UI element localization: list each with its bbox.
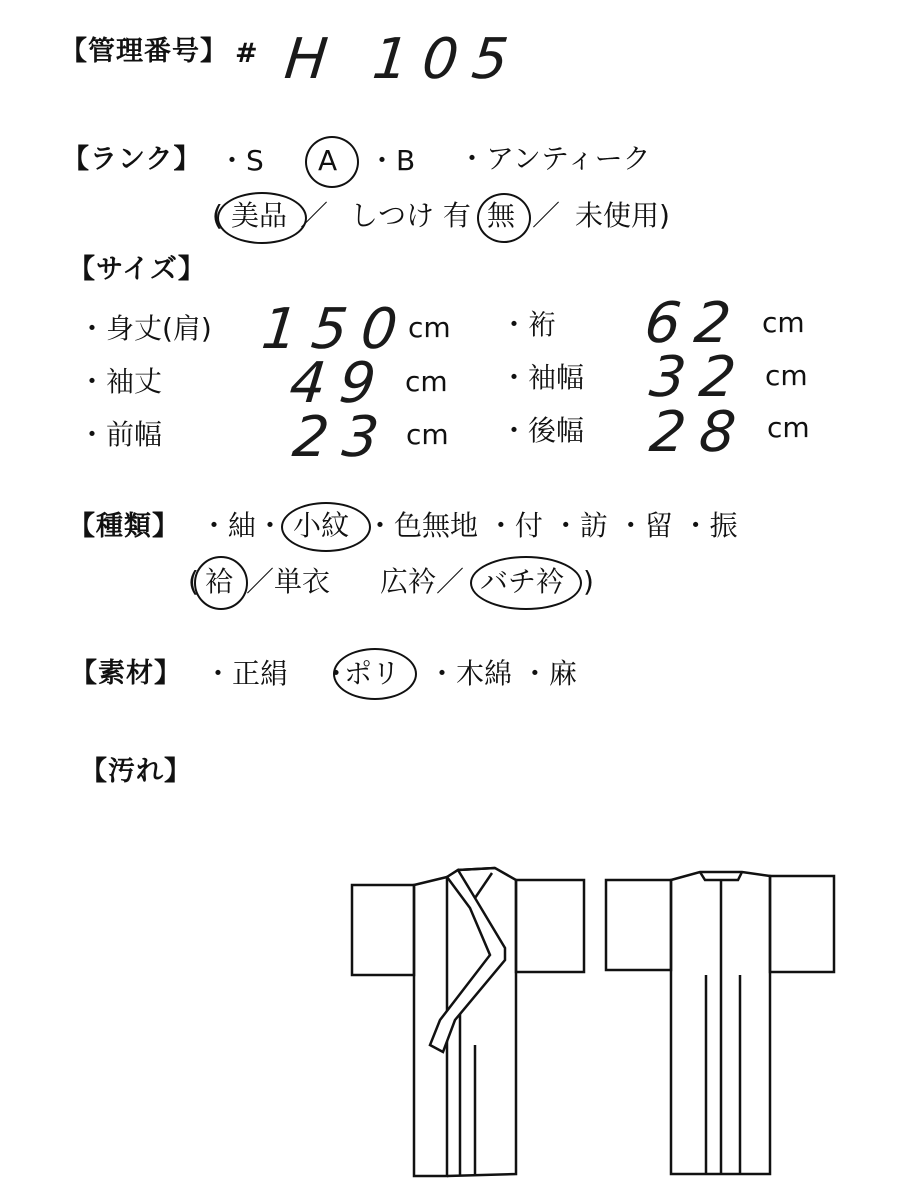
kind-awase: 袷 [205, 565, 234, 598]
size-value-ushirohaba: 28 [646, 400, 753, 465]
kind-bachieri: バチ衿 [480, 565, 565, 598]
rank-shitsuke: しつけ 有 [350, 199, 471, 232]
kimono-front-diagram [352, 868, 584, 1176]
rank-slash-1: ／ [300, 199, 329, 232]
kind-tsumugi: ・紬・ [200, 509, 285, 542]
rank-option-antique: ・アンティーク [458, 142, 651, 175]
size-label: 【サイズ】 [68, 254, 206, 285]
rank-option-s: ・S [218, 144, 264, 177]
rank-option-a: A [318, 144, 338, 177]
size-unit-mitake: cm [408, 311, 451, 344]
size-value-mitake: 150 [258, 297, 415, 362]
rank-label: 【ランク】 [62, 144, 202, 175]
size-label-sodehaba: ・袖幅 [500, 361, 585, 394]
kind-paren-open: ( [188, 565, 199, 598]
size-label-mitake: ・身丈(肩) [78, 312, 212, 345]
size-unit-sodetake: cm [405, 365, 448, 398]
kimono-back-diagram [606, 872, 834, 1174]
rank-nothing: 無 [487, 199, 516, 232]
size-unit-ushirohaba: cm [767, 411, 810, 444]
hash-sign: # [235, 38, 259, 69]
management-label: 【管理番号】 [60, 36, 228, 67]
kind-komon: 小紋 [293, 509, 350, 542]
kind-hitoe: ／単衣 [246, 565, 331, 598]
kind-paren-close: ) [583, 565, 594, 598]
size-value-yuki: 62 [641, 291, 748, 356]
size-label-yuki: ・裄 [500, 308, 557, 341]
material-rest: ・木綿 ・麻 [428, 657, 577, 690]
stain-label: 【汚れ】 [80, 756, 192, 787]
size-label-maehaba: ・前幅 [78, 418, 163, 451]
size-label-ushirohaba: ・後幅 [500, 414, 585, 447]
rank-beauty: 美品 [231, 199, 288, 232]
rank-option-b: ・B [368, 144, 416, 177]
size-value-maehaba: 23 [289, 405, 396, 470]
kind-hiroeri: 広衿／ [380, 565, 465, 598]
material-silk: ・正絹 [204, 657, 289, 690]
rank-paren-open: ( [212, 199, 223, 232]
material-dot: ・ [322, 657, 351, 690]
material-poly: ポリ [344, 657, 401, 690]
size-unit-yuki: cm [762, 306, 805, 339]
size-unit-sodehaba: cm [765, 359, 808, 392]
kind-label: 【種類】 [68, 511, 180, 542]
rank-slash-2: ／ [532, 199, 561, 232]
size-value-sodetake: 49 [286, 351, 393, 416]
rank-unused: 未使用) [575, 199, 670, 232]
size-label-sodetake: ・袖丈 [78, 365, 163, 398]
kind-rest: ・色無地 ・付 ・訪 ・留 ・振 [366, 509, 738, 542]
material-label: 【素材】 [70, 658, 182, 689]
management-number: H 105 [281, 27, 526, 92]
size-unit-maehaba: cm [406, 418, 449, 451]
size-value-sodehaba: 32 [646, 345, 753, 410]
